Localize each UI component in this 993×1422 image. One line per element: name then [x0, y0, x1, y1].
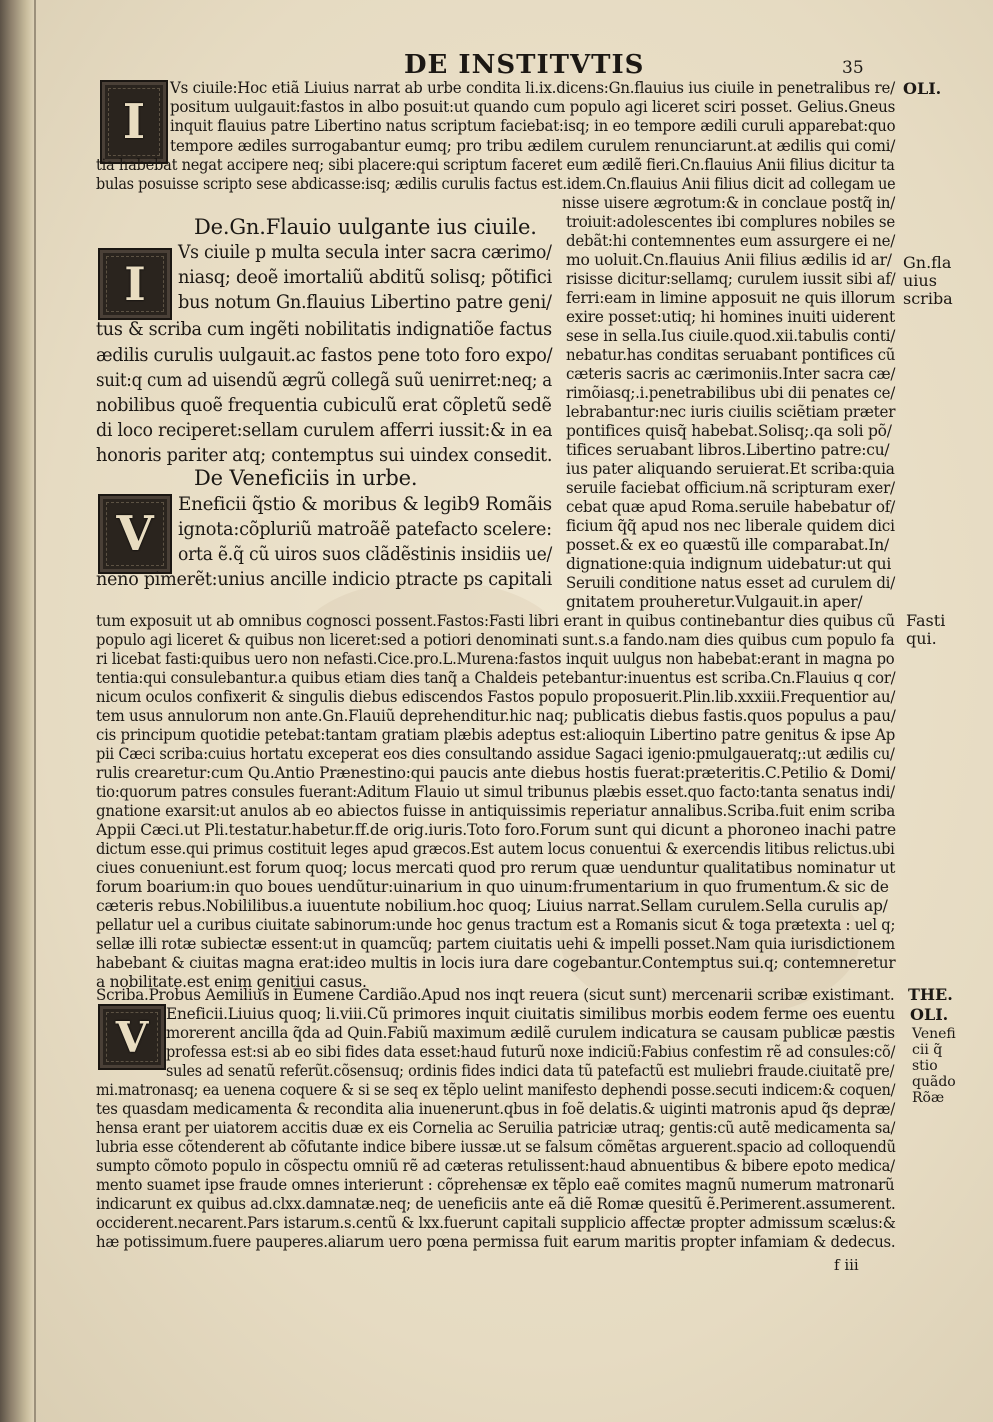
text-line: rulis crearetur:cum Qu.Antio Prænestino:qui paucis ante diebus hostis fuerat:præteritis.C.Petilio & Domi/	[96, 764, 896, 782]
section-heading: De.Gn.Flauio uulgante ius ciuile.	[194, 215, 537, 239]
margin-note-oli: OLI.	[903, 79, 942, 98]
gutter-fold	[34, 0, 36, 1422]
text-line: pellatur uel a curibus ciuitate sabinorum:unde hoc genus tractum est a Romanis sicut & toga prætexta : uel q;	[96, 916, 896, 934]
text-line: cis principum quotidie petebat:tantam gratiam plæbis adeptus est:alioquin Libertino patre genitus & ipse Ap	[96, 726, 895, 744]
section-heading: De Veneficiis in urbe.	[194, 466, 418, 490]
margin-note-the: THE.	[908, 985, 953, 1004]
text-line: mento suamet ipse fraude omnes interierunt : cõprehensæ ex tẽplo eaẽ comites magnũ numerum matronarũ	[96, 1176, 895, 1194]
margin-line: quãdo	[912, 1074, 956, 1090]
text-line: inquit flauius patre Libertino natus scriptum faciebat:isq; in eo tempore ædili curuli apparebat:quo	[170, 117, 896, 135]
decorated-initial: V	[98, 494, 172, 574]
text-line: di loco reciperet:sellam curulem afferri iussit:& in ea	[96, 419, 553, 441]
text-line: dictum esse.qui primus costituit leges apud græcos.Est autem locus conuentui & exercendis litibus relictus.ubi	[96, 840, 895, 858]
text-line: lubria esse cõtenderent ab cõfutante indice bibere iussæ.ut se falsum cõmẽtas arguerent.spacio ad colloquendũ	[96, 1138, 896, 1156]
decorated-initial: V	[98, 1004, 166, 1070]
text-line: neno pimerẽt:unius ancille indicio ptracte ps capitali	[96, 568, 552, 590]
text-line: niasq; deoẽ imortaliũ abditũ solisq; põtifici	[178, 266, 552, 288]
text-line: nobilibus quoẽ frequentia cubiculũ erat cõpletũ sedẽ	[96, 394, 552, 416]
margin-line: uius	[903, 271, 937, 290]
margin-line: Gn.fla	[903, 253, 952, 272]
text-line: tes quasdam medicamenta & recondita alia inuenerunt.qbus in foẽ delatis.& uiginti matronis apud q̃s depræ/	[96, 1100, 895, 1118]
text-line: a nobilitate.est enim genitiui casus.	[96, 973, 367, 991]
text-line: mo uoluit.Cn.flauius Anii filius ædilis id ar/	[566, 251, 892, 269]
text-line: posset.& ex eo quæstũ ille comparabat.In/	[566, 536, 889, 554]
margin-line: Venefi	[912, 1026, 956, 1042]
text-line: pontifices quisq̃ habebat.Solisq;.qa soli põ/	[566, 422, 892, 440]
running-title: DE INSTITVTIS	[404, 50, 645, 80]
text-line: tentia:qui consulebantur.a quibus etiam dies tanq̃ a Chaldeis petebantur:inuentus est scriba.Cn.Flauius q cor/	[96, 669, 896, 687]
text-line: ius pater aliquando seruierat.Et scriba:quia	[566, 460, 895, 478]
text-line: Appii Cæci.ut Pli.testatur.habetur.ff.de orig.iuris.Toto foro.Forum sunt qui dicunt a phoroneo inachi patre	[96, 821, 896, 839]
text-line: nebatur.has conditas seruabant pontifices cũ	[566, 346, 896, 364]
text-line: habebant & ciuitas magna erat:ideo multis in locis iura dare cogebantur.Contemptus sui.q; contemneretur	[96, 954, 896, 972]
text-line: tus & scriba cum ingẽti nobilitatis indignatiõe factus	[96, 318, 552, 340]
text-line: gnitatem prouheretur.Vulgauit.in aper/	[566, 593, 863, 611]
signature-mark: f iii	[834, 1256, 859, 1274]
text-line: tum exposuit ut ab omnibus cognosci possent.Fastos:Fasti libri erant in quibus continebantur dies quibus cũ	[96, 612, 895, 630]
text-line: ficium q̃q̃ apud nos nec liberale quidem dici	[566, 517, 895, 535]
margin-line: scriba	[903, 289, 953, 308]
text-line: tifices seruabant libros.Libertino patre:cu/	[566, 441, 890, 459]
text-line: tem usus annulorum non ante.Gn.Flauiũ deprehenditur.hic naq; publicatis diebus fastis.quos populus a pau/	[96, 707, 896, 725]
text-line: cæteris rebus.Nobililibus.a iuuentute nobilium.hoc quoq; Liuius narrat.Sellam curulem.Sella curulis ap/	[96, 897, 888, 915]
text-line: sellæ illi rotæ subiectæ essent:ut in quamcũq; partem ciuitatis uehi & impelli posset.Nam quia iurisdictionem	[96, 935, 895, 953]
text-line: cæteris sacris ac cærimoniis.Inter sacra cæ/	[566, 365, 896, 383]
text-line: orta ẽ.q̃ cũ uiros suos clãdẽstinis insidiis ue/	[178, 543, 553, 565]
page-gutter	[0, 0, 36, 1422]
text-line: seruile faciebat officium.nã scripturam exer/	[566, 479, 895, 497]
text-line: bulas posuisse scripto sese abdicasse:isq; ædilis curulis factus est.idem.Cn.flauius Anii filius dicit ad collegam ue	[96, 175, 896, 193]
scriba-note: Scriba.Probus Aemilius in Eumene Cardião.Apud nos inqt reuera (sicut sunt) mercenarii scribæ existimant.	[96, 986, 895, 1004]
text-line: suit:q cum ad uisendũ ægrũ collegã suũ uenirret:neq; a	[96, 369, 552, 391]
decorated-initial: I	[100, 80, 168, 164]
text-line: bus notum Gn.flauius Libertino patre geni/	[178, 291, 552, 313]
text-line: Eneficii.Liuius quoq; li.viii.Cũ primores inquit ciuitatis similibus morbis eodem ferme oes euentu	[166, 1005, 895, 1023]
text-line: indicarunt ex quibus ad.clxx.damnatæ.neq; de ueneficiis ante eã diẽ Romæ quesitũ ẽ.Perimerent.assumerent.	[96, 1195, 896, 1213]
text-line: professa est:si ab eo sibi fides data esset:haud futurũ noxe indiciũ:Fabius confestim rẽ ad consules:cõ/	[166, 1043, 896, 1061]
text-line: tia habebat negat accipere neq; sibi placere:qui scriptum faceret eum ædilẽ fieri.Cn.flauius Anii filius dicitur ta	[96, 156, 895, 174]
margin-note-gnflauius	[903, 254, 953, 308]
text-line: ignota:cõpluriũ matroãẽ patefacto scelere:	[178, 518, 552, 540]
text-line: gnatione exarsit:ut anulos ab eo abiectos fuisse in antiquissimis reperiatur annalibus.Scriba.fuit enim scriba	[96, 802, 896, 820]
text-line: debãt:hi contemnentes eum assurgere ei ne/	[566, 232, 896, 250]
text-line: sese in sella.Ius ciuile.quod.xii.tabulis conti/	[566, 327, 896, 345]
text-line: exire posset:utiq; hi homines inuiti uiderent	[566, 308, 895, 326]
text-line: tempore ædiles surrogabantur eumq; pro tribu ædilem curulem renunciarunt.at ædilis qui comi/	[170, 137, 896, 155]
text-line: forum boarium:in quo boues uendũtur:uinarium in quo uinum:frumentarium in quo frumentum.& sic de	[96, 878, 889, 896]
margin-line: Rõæ	[912, 1090, 945, 1106]
margin-line: stio	[912, 1058, 938, 1074]
text-line: nicum oculos confixerit & singulis diebus ediscendos Fastos populo proposuerit.Plin.lib.xxxiii.Frequentior au/	[96, 688, 896, 706]
decorated-initial: I	[98, 248, 172, 320]
margin-line: cii q̃	[912, 1042, 943, 1058]
text-line: sules ad senatũ referũt.cõsensuq; ordinis fides indici data tũ patefactũ est muliebri fraude.ciuitatẽ pre/	[166, 1062, 895, 1080]
text-line: nisse uisere ægrotum:& in conclaue postq̃ in/	[562, 194, 896, 212]
text-line: ædilis curulis uulgauit.ac fastos pene toto foro expo/	[96, 344, 553, 366]
text-line: rimõiasq;.i.penetrabilibus ubi dii penates ce/	[566, 384, 896, 402]
text-line: occiderent.necarent.Pars istarum.s.centũ & lxx.fuerunt capitali supplicio affectæ propter admissum scælus:&	[96, 1214, 896, 1232]
text-line: cebat quæ apud Roma.seruile habebatur of/	[566, 498, 895, 516]
text-line: honoris pariter atq; contemptus sui uindex consedit.	[96, 444, 553, 466]
folio-number: 35	[842, 58, 864, 78]
text-line: dignatione:quia indignum uidebatur:ut qui	[566, 555, 892, 573]
text-line: ri licebat fasti:quibus uero non nefasti.Cice.pro.L.Murena:fastos inquit uulgus non habebat:erant in magna po	[96, 650, 895, 668]
text-line: tio:quorum patres consules fuerant:Aditum Flauio ut simul tribunus plæbis esset.quo facto:tanta senatus indi/	[96, 783, 895, 801]
margin-note-venefi	[912, 1026, 956, 1106]
margin-line: Fasti	[906, 611, 946, 630]
text-line: positum uulgauit:fastos in albo posuit:ut quando cum populo agi liceret sciri posset. Gelius.Gneus	[170, 98, 896, 116]
text-line: Vs ciuile:Hoc etiã Liuius narrat ab urbe condita li.ix.dicens:Gn.flauius ius ciuile in penetralibus re/	[170, 79, 895, 97]
text-line: troiuit:adolescentes ibi complures nobiles se	[566, 213, 896, 231]
text-line: Seruili conditione natus esset ad curulem di/	[566, 574, 896, 592]
margin-line: qui.	[906, 629, 937, 648]
margin-note-fasti	[906, 612, 945, 648]
text-line: ferri:eam in limine apposuit ne quis illorum	[566, 289, 896, 307]
text-line: risisse dicitur:sellamq; curulem iussit sibi af/	[566, 270, 896, 288]
text-line: morerent ancilla q̃da ad Quin.Fabiũ maximum ædilẽ curulem indicatura se causam publicæ pæstis	[166, 1024, 895, 1042]
text-line: sumpto cõmoto populo in cõspectu omniũ rẽ ad cæteras retulissent:haud abnuentibus & bibere epoto medica/	[96, 1157, 895, 1175]
text-line: ciues conueniunt.est forum quoq; locus mercati quod pro rerum quæ uenduntur qualitatibus nominatur ut	[96, 859, 896, 877]
text-line: hæ potissimum.fuere pauperes.aliarum uero pœna permissa fuit earum maritis propter infamiam & dedecus.	[96, 1233, 896, 1251]
text-line: mi.matronasq; ea uenena coquere & si se seq ex tẽplo uelint manifesto dephendi posse.secuti indicem:& coquen/	[96, 1081, 896, 1099]
text-line: populo agi liceret & quibus non liceret:sed a potiori denominati sunt.s.a fando.nam dies quibus cum populo fa	[96, 631, 895, 649]
text-line: Vs ciuile p multa secula inter sacra cærimo/	[178, 241, 552, 263]
text-line: pii Cæci scriba:cuius hortatu exceperat eos dies consultando assidue Sagaci igenio:pmulgaueratq;:ut ædilis cu/	[96, 745, 895, 763]
text-line: hensa erant per uiatorem accitis duæ ex eis Cornelia ac Seruilia patriciæ utraq; gentis:cũ autẽ medicamenta sa/	[96, 1119, 896, 1137]
text-line: lebrabantur:nec iuris ciuilis sciẽtiam præter	[566, 403, 896, 421]
text-line: Eneficii q̃stio & moribus & legib9 Romãis	[178, 493, 552, 515]
margin-note-oli-2: OLI.	[910, 1005, 949, 1024]
